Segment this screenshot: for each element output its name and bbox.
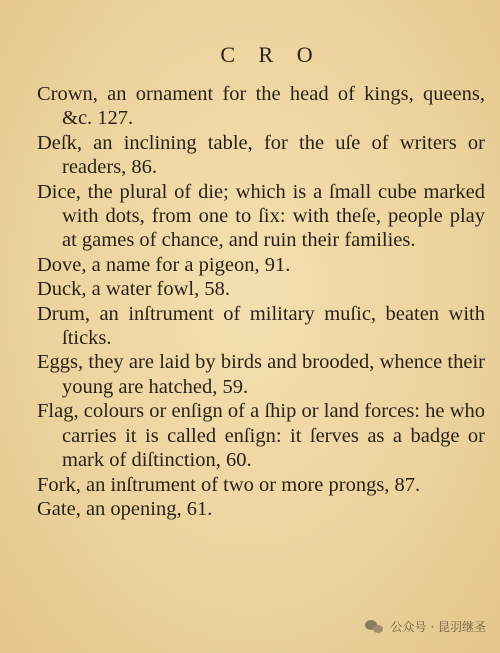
dictionary-entry: Eggs, they are laid by birds and brooded, whence their young are hatched, 59. <box>37 351 485 398</box>
dictionary-entry: Gate, an opening, 61. <box>37 497 213 520</box>
dictionary-entry: Flag, colours or enſign of a ſhip or land forces: he who carries it is called enſign: it ſerves as a badge or mark of diſtinction, 60. <box>37 400 485 472</box>
dictionary-entry: Crown, an ornament for the head of kings, queens, &c. 127. <box>37 83 485 130</box>
dictionary-entry: Dice, the plural of die; which is a ſmall cube marked with dots, from one to ſix: with theſe, people play at games of chance, and ruin their families. <box>37 180 485 252</box>
watermark-text: 公众号 · 昆羽继圣 <box>390 620 486 634</box>
dictionary-entry: Dove, a name for a pigeon, 91. <box>37 253 291 276</box>
wechat-icon <box>365 620 385 634</box>
dictionary-entry: Drum, an inſtrument of military muſic, beaten with ſticks. <box>37 302 485 350</box>
dictionary-entry: Fork, an inſtrument of two or more prongs, 87. <box>37 473 421 496</box>
running-head: C R O <box>220 42 322 67</box>
watermark <box>365 618 486 635</box>
dictionary-entry: Deſk, an inclining table, for the uſe of writers or readers, 86. <box>37 131 485 179</box>
dictionary-entry: Duck, a water fowl, 58. <box>37 278 230 301</box>
page-content <box>37 40 485 521</box>
